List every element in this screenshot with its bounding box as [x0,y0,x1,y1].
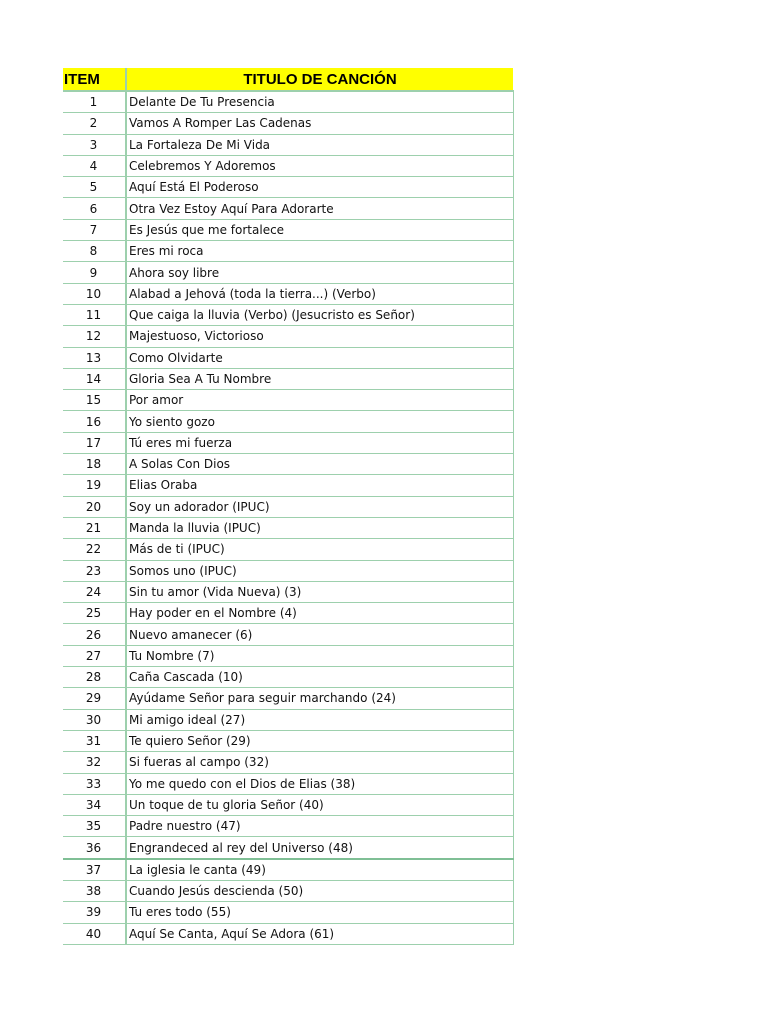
table-row [63,773,513,794]
song-title: Caña Cascada (10) [126,667,513,688]
item-number: 25 [63,603,126,624]
table-row [63,923,513,944]
table-row [63,390,513,411]
song-title: Celebremos Y Adoremos [126,155,513,176]
item-number: 5 [63,177,126,198]
item-number: 13 [63,347,126,368]
song-title: Mi amigo ideal (27) [126,709,513,730]
item-number: 2 [63,113,126,134]
table-row [63,113,513,134]
item-number: 34 [63,794,126,815]
song-title: Nuevo amanecer (6) [126,624,513,645]
item-number: 1 [63,91,126,113]
song-title: Sin tu amor (Vida Nueva) (3) [126,581,513,602]
song-title: Aquí Está El Poderoso [126,177,513,198]
item-number: 23 [63,560,126,581]
item-number: 16 [63,411,126,432]
song-title: Gloria Sea A Tu Nombre [126,368,513,389]
table-row [63,709,513,730]
song-title: Que caiga la lluvia (Verbo) (Jesucristo es Señor) [126,304,513,325]
table-row [63,198,513,219]
table-row [63,155,513,176]
item-number: 15 [63,390,126,411]
table-row [63,475,513,496]
song-title: Por amor [126,390,513,411]
table-row [63,241,513,262]
song-title: Delante De Tu Presencia [126,91,513,113]
item-number: 38 [63,880,126,901]
song-title: Majestuoso, Victorioso [126,326,513,347]
table-row [63,517,513,538]
table-row [63,688,513,709]
song-title: Te quiero Señor (29) [126,730,513,751]
item-number: 33 [63,773,126,794]
song-title: Aquí Se Canta, Aquí Se Adora (61) [126,923,513,944]
table-row [63,347,513,368]
item-number: 11 [63,304,126,325]
song-title: Tu eres todo (55) [126,902,513,923]
table-row [63,816,513,837]
item-number: 12 [63,326,126,347]
song-title: Otra Vez Estoy Aquí Para Adorarte [126,198,513,219]
table-row [63,837,513,859]
item-number: 21 [63,517,126,538]
song-title: Como Olvidarte [126,347,513,368]
song-title: La iglesia le canta (49) [126,859,513,881]
song-title: Ahora soy libre [126,262,513,283]
item-number: 26 [63,624,126,645]
song-title: Si fueras al campo (32) [126,752,513,773]
song-title: Es Jesús que me fortalece [126,219,513,240]
table-row [63,752,513,773]
song-title: Yo me quedo con el Dios de Elias (38) [126,773,513,794]
song-title: Alabad a Jehová (toda la tierra...) (Verbo) [126,283,513,304]
item-number: 8 [63,241,126,262]
item-number: 30 [63,709,126,730]
table-row [63,91,513,113]
item-number: 7 [63,219,126,240]
table-row [63,624,513,645]
table-row [63,581,513,602]
song-title: Soy un adorador (IPUC) [126,496,513,517]
table-row [63,368,513,389]
song-title: Hay poder en el Nombre (4) [126,603,513,624]
table-row [63,134,513,155]
table-row [63,177,513,198]
song-title: Ayúdame Señor para seguir marchando (24) [126,688,513,709]
song-title: Elias Oraba [126,475,513,496]
song-title: Cuando Jesús descienda (50) [126,880,513,901]
table-row [63,880,513,901]
table-row [63,859,513,881]
table-row [63,411,513,432]
song-title: Manda la lluvia (IPUC) [126,517,513,538]
table-row [63,454,513,475]
song-title: Más de ti (IPUC) [126,539,513,560]
song-title: Tú eres mi fuerza [126,432,513,453]
item-number: 14 [63,368,126,389]
item-number: 36 [63,837,126,859]
table-row [63,902,513,923]
table-row [63,219,513,240]
song-title: La Fortaleza De Mi Vida [126,134,513,155]
item-number: 3 [63,134,126,155]
table-row [63,432,513,453]
table-row [63,326,513,347]
table-row [63,603,513,624]
song-title: Somos uno (IPUC) [126,560,513,581]
table-row [63,794,513,815]
song-title: Padre nuestro (47) [126,816,513,837]
item-number: 9 [63,262,126,283]
item-number: 20 [63,496,126,517]
item-number: 35 [63,816,126,837]
table-row [63,730,513,751]
table-row [63,496,513,517]
item-number: 4 [63,155,126,176]
song-list-sheet [63,68,513,945]
item-number: 10 [63,283,126,304]
item-number: 37 [63,859,126,881]
table-row [63,304,513,325]
table-row [63,645,513,666]
item-number: 19 [63,475,126,496]
song-title: Engrandeced al rey del Universo (48) [126,837,513,859]
item-number: 32 [63,752,126,773]
song-title: Tu Nombre (7) [126,645,513,666]
item-number: 31 [63,730,126,751]
item-number: 24 [63,581,126,602]
header-row [63,68,513,91]
header-item: ITEM [63,68,126,91]
song-table [63,68,514,945]
table-row [63,539,513,560]
item-number: 39 [63,902,126,923]
item-number: 22 [63,539,126,560]
song-title: Vamos A Romper Las Cadenas [126,113,513,134]
table-row [63,667,513,688]
table-row [63,283,513,304]
item-number: 40 [63,923,126,944]
item-number: 6 [63,198,126,219]
header-title: TITULO DE CANCIÓN [126,68,513,91]
item-number: 28 [63,667,126,688]
song-title: Eres mi roca [126,241,513,262]
item-number: 17 [63,432,126,453]
table-row [63,262,513,283]
song-title: Un toque de tu gloria Señor (40) [126,794,513,815]
song-title: Yo siento gozo [126,411,513,432]
item-number: 27 [63,645,126,666]
item-number: 29 [63,688,126,709]
item-number: 18 [63,454,126,475]
song-rows [63,91,513,944]
table-row [63,560,513,581]
song-title: A Solas Con Dios [126,454,513,475]
